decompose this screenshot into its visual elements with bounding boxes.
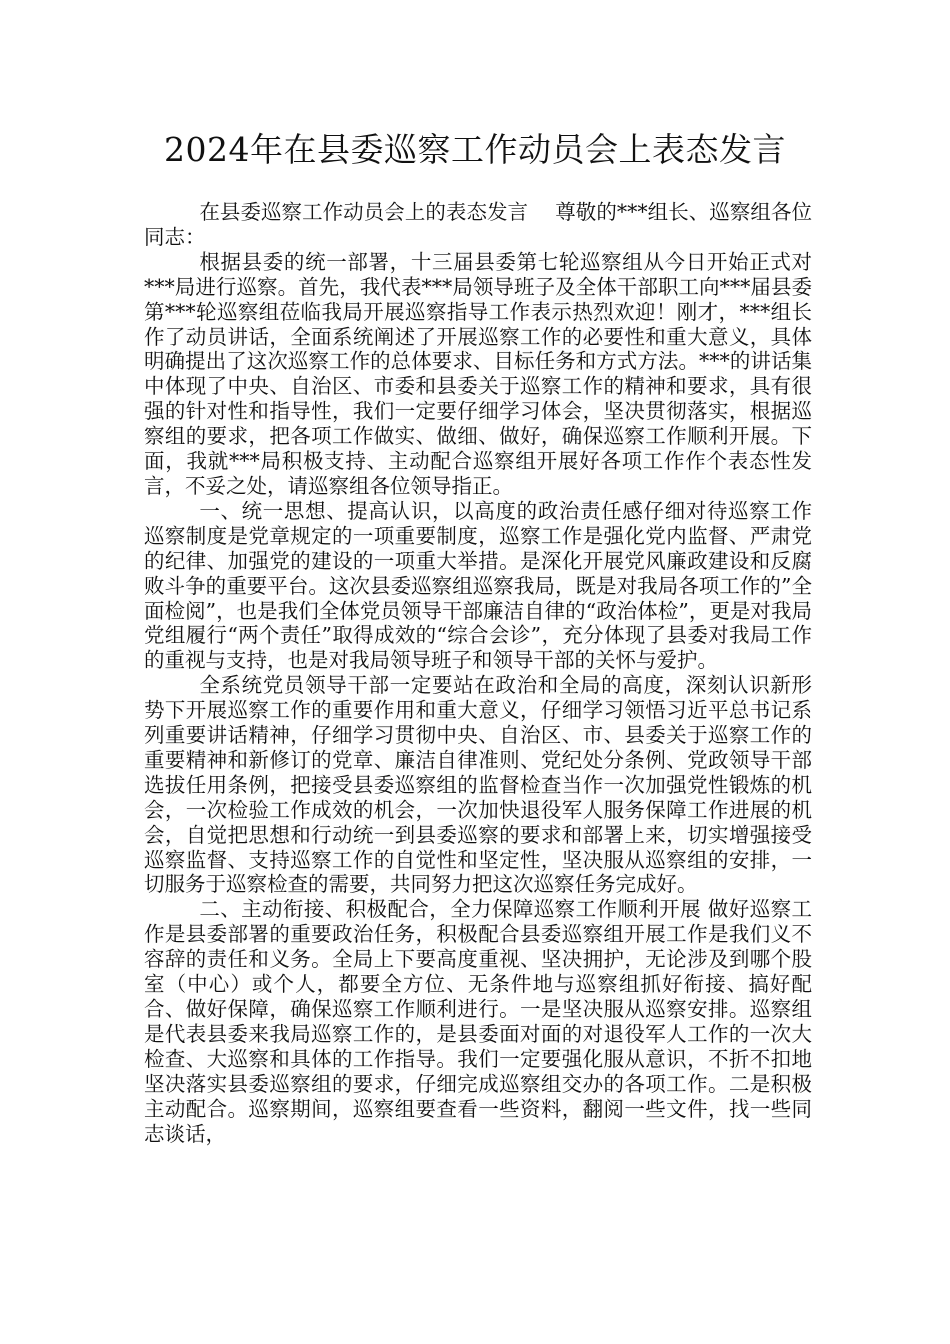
document-title: 2024年在县委巡察工作动员会上表态发言 xyxy=(164,130,786,169)
paragraph-salutation: 在县委巡察工作动员会上的表态发言 尊敬的***组长、巡察组各位同志： xyxy=(144,200,812,249)
paragraph-section-one: 一、统一思想、提高认识，以高度的政治责任感仔细对待巡察工作 巡察制度是党章规定的一项重要制度，巡察工作是强化党内监督、严肃党的纪律、加强党的建设的一项重大举措。是深化开展党风廉政建设和反腐败斗争的重要平台。这次县委巡察组巡察我局，既是对我局各项工作的”全面检阅”，也是我们全体党员领导干部廉洁自律的“政治体检”，更是对我局党组履行“两个责任”取得成效的“综合会诊”，充分体现了县委对我局工作的重视与支持，也是对我局领导班子和领导干部的关怀与爱护。 xyxy=(144,498,812,673)
paragraph-section-one-continued: 全系统党员领导干部一定要站在政治和全局的高度，深刻认识新形势下开展巡察工作的重要作用和重大意义，仔细学习领悟习近平总书记系列重要讲话精神，仔细学习贯彻中央、自治区、市、县委关于巡察工作的重要精神和新修订的党章、廉洁自律准则、党纪处分条例、党政领导干部选拔任用条例，把接受县委巡察组的监督检查当作一次加强党性锻炼的机会，一次检验工作成效的机会，一次加快退役军人服务保障工作进展的机会，自觉把思想和行动统一到县委巡察的要求和部署上来，切实增强接受巡察监督、支持巡察工作的自觉性和坚定性，坚决服从巡察组的安排，一切服务于巡察检查的需要，共同努力把这次巡察任务完成好。 xyxy=(144,673,812,897)
paragraph-introduction: 根据县委的统一部署，十三届县委第七轮巡察组从今日开始正式对***局进行巡察。首先，我代表***局领导班子及全体干部职工向***届县委第***轮巡察组莅临我局开展巡察指导工作表示热烈欢迎！刚才，***组长作了动员讲话，全面系统阐述了开展巡察工作的必要性和重大意义，具体明确提出了这次巡察工作的总体要求、目标任务和方式方法。***的讲话集中体现了中央、自治区、市委和县委关于巡察工作的精神和要求，具有很强的针对性和指导性，我们一定要仔细学习体会，坚决贯彻落实，根据巡察组的要求，把各项工作做实、做细、做好，确保巡察工作顺利开展。下面，我就***局积极支持、主动配合巡察组开展好各项工作作个表态性发言，不妥之处，请巡察组各位领导指正。 xyxy=(144,249,812,498)
paragraph-section-two: 二、主动衔接、积极配合，全力保障巡察工作顺利开展 做好巡察工作是县委部署的重要政治任务，积极配合县委巡察组开展工作是我们义不容辞的责任和义务。全局上下要高度重视、坚决拥护，无论涉及到哪个股室（中心）或个人，都要全方位、无条件地与巡察组抓好衔接、搞好配合、做好保障，确保巡察工作顺利进行。一是坚决服从巡察安排。巡察组是代表县委来我局巡察工作的，是县委面对面的对退役军人工作的一次大检查、大巡察和具体的工作指导。我们一定要强化服从意识，不折不扣地坚决落实县委巡察组的要求，仔细完成巡察组交办的各项工作。二是积极主动配合。巡察期间，巡察组要查看一些资料，翻阅一些文件，找一些同志谈话， xyxy=(144,897,812,1146)
document-body xyxy=(144,200,812,1146)
